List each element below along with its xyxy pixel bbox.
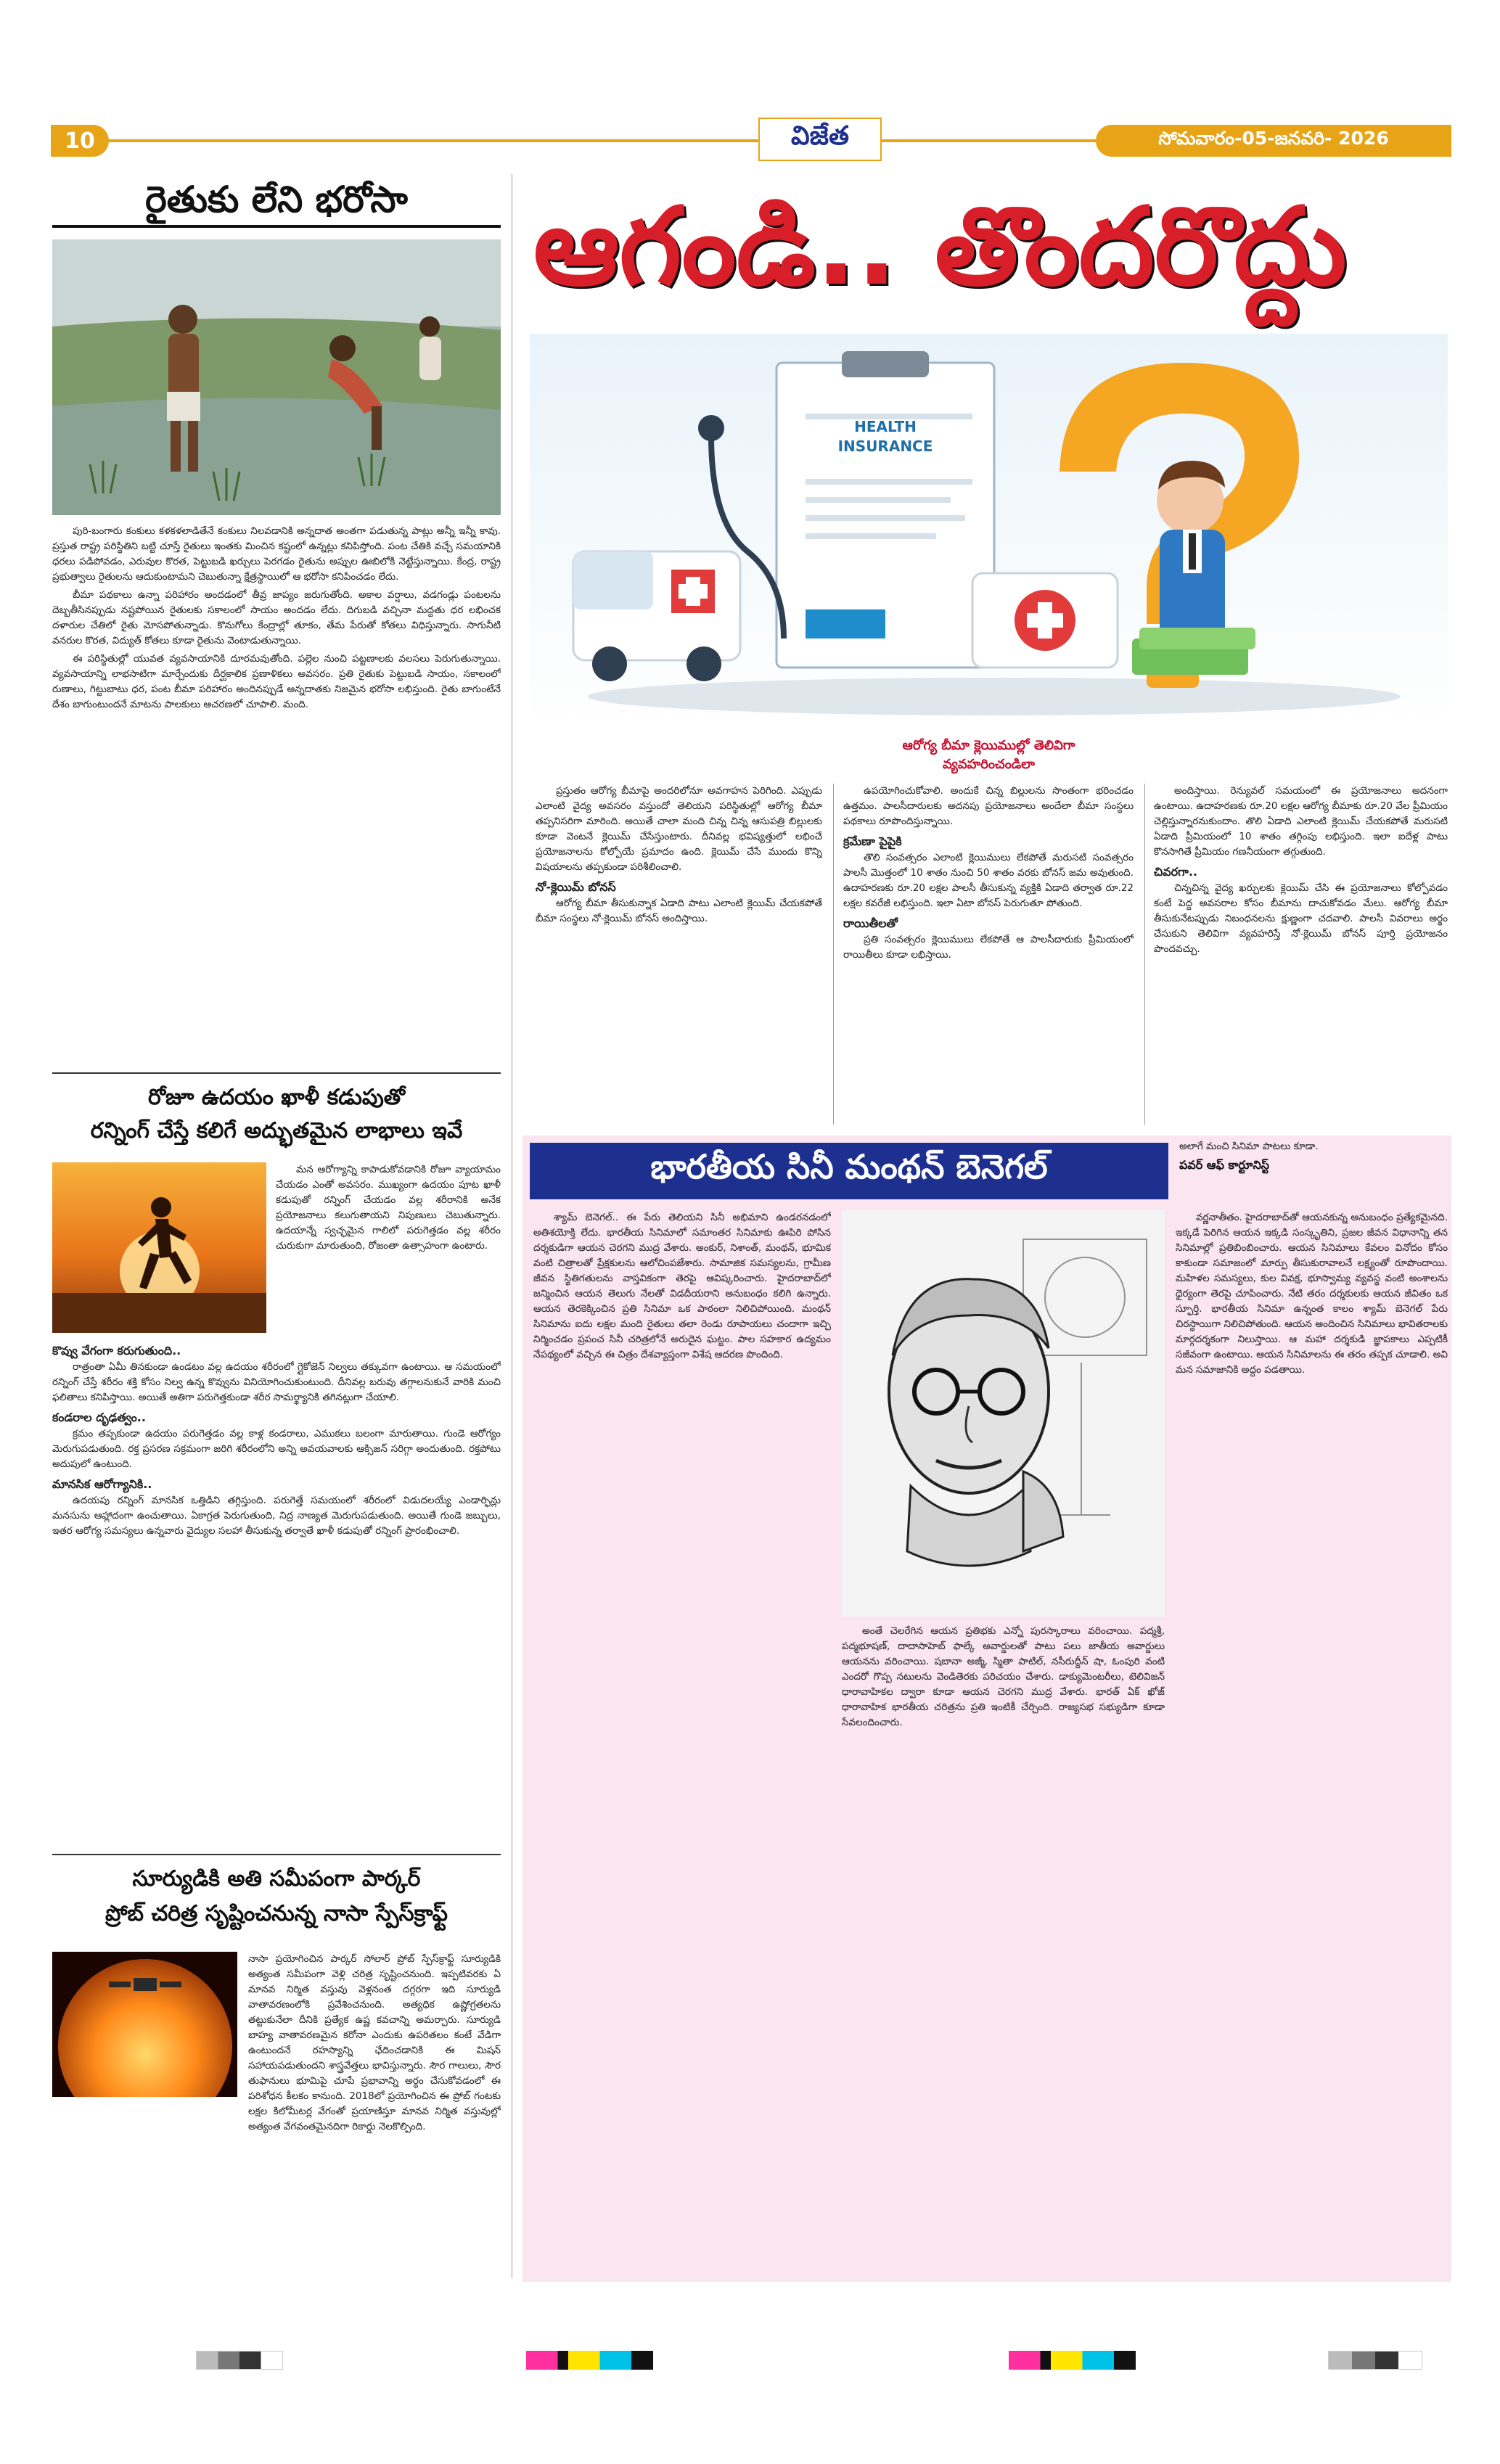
insurance-column-1 xyxy=(536,784,822,1132)
sun-headline-line1: సూర్యుడికి అతి సమీపంగా పార్కర్ xyxy=(132,1866,421,1892)
farmer-paragraph: పురి-బంగారు కంకులు కళకళలాడితేనే కంకులు నిలవడానికి అన్నదాత అంతగా పడుతున్న పాట్లు అన్నీ ఇన్నీ కావు. ప్రస్తుత రాష్ట్ర పరిస్థితిని బట్టి చూస్తే రైతులు ఇంతకు మించిన కష్టంలో ఉన్నట్లు కనిపిస్తోంది. పంట చేతికి వచ్చే సమయానికి ధరలు పడిపోవడం, ఎరువుల కొరత, పెట్టుబడి ఖర్చులు పెరగడం రైతును అప్పుల ఊబిలోకి నెట్టేస్తున్నాయి. కేంద్ర, రాష్ట్ర ప్రభుత్వాలు రైతులను ఆదుకుంటామని చెబుతున్నా క్షేత్రస్థాయిలో ఆ భరోసా కనిపించడం లేదు. xyxy=(52,525,501,583)
insurance-paragraph: ఉపయోగించుకోవాలి. అందుకే చిన్న బిల్లులను సొంతంగా భరించడం ఉత్తమం. పాలసీదారులకు అదనపు ప్రయోజనాలు అందేలా బీమా సంస్థలు పథకాలు రూపొందిస్తున్నాయి. xyxy=(843,785,1134,827)
document-title-line1: HEALTH xyxy=(854,418,917,435)
headline-underline xyxy=(52,225,501,228)
farmer-article-body xyxy=(52,524,501,1064)
insurance-headline-block xyxy=(519,174,1451,327)
column-divider xyxy=(1144,784,1145,1125)
farmer-paragraph: బీమా పథకాలు ఉన్నా పరిహారం అందడంలో తీవ్ర జాప్యం జరుగుతోంది. అకాల వర్షాలు, వడగండ్లు పంటలను దెబ్బతీసినప్పుడు నష్టపోయిన రైతులకు సకాలంలో సాయం అందడం లేదు. దిగుబడి వచ్చినా మద్దతు ధర లభించక దళారుల చేతిలో రైతు మోసపోతున్నాడు. కొనుగోలు కేంద్రాల్లో తూకం, తేమ పేరుతో కోతలు విధిస్తున్నారు. సాగునీటి వనరుల కొరత, విద్యుత్ కోతలు కూడా రైతును వెంటాడుతున్నాయి. xyxy=(52,589,501,646)
farmer-paragraph: ఈ పరిస్థితుల్లో యువత వ్యవసాయానికి దూరమవుతోంది. పల్లెల నుంచి పట్టణాలకు వలసలు పెరుగుతున్నాయి. వ్యవసాయాన్ని లాభసాటిగా మార్చేందుకు దీర్ఘకాలిక ప్రణాళికలు అవసరం. ప్రతి రైతుకు పెట్టుబడి సాయం, సకాలంలో రుణాలు, గిట్టుబాటు ధర, పంట బీమా పరిహారం అందినప్పుడే అన్నదాతకు నిజమైన భరోసా లభిస్తుంది. రైతు బాగుంటేనే దేశం బాగుంటుందనే మాటను పాలకులు ఆచరణలో చూపాలి. మంది. xyxy=(52,653,501,710)
section-divider xyxy=(52,1854,501,1855)
masthead: విజేత xyxy=(791,121,849,151)
date-badge xyxy=(1096,125,1451,157)
document-title-line2: INSURANCE xyxy=(837,438,933,455)
caption-line2: వ్యవహరించండిలా xyxy=(942,757,1035,772)
farmer-headline-block xyxy=(52,174,501,231)
cmyk-swatch xyxy=(1328,2351,1422,2370)
insurance-graphic xyxy=(530,334,1448,729)
benegal-headline: భారతీయ సినీ మంథన్ బెనెగల్ xyxy=(650,1147,1048,1186)
running-headline-line1: రోజూ ఉదయం ఖాళీ కడుపుతో xyxy=(147,1085,406,1110)
running-paragraph: రాత్రంతా ఏమీ తినకుండా ఉండటం వల్ల ఉదయం శరీరంలో గ్లైకోజెన్ నిల్వలు తక్కువగా ఉంటాయి. ఆ సమయంలో రన్నింగ్ చేస్తే శరీరం శక్తి కోసం నిల్వ ఉన్న కొవ్వును వినియోగించుకుంటుంది. దీనివల్ల బరువు తగ్గాలనుకునే వారికి మంచి ఫలితాలు కనిపిస్తాయి. అయితే అతిగా పరుగెత్తకుండా శరీర సామర్థ్యానికి తగినట్లుగా చేయాలి. xyxy=(52,1361,501,1403)
cmyk-swatch xyxy=(526,2351,653,2370)
insurance-headline: ఆగండి.. తొందరొద్దు xyxy=(533,184,1347,309)
insurance-paragraph: అందిస్తాయి. రెన్యువల్ సమయంలో ఈ ప్రయోజనాలు అదనంగా ఉంటాయి. ఉదాహరణకు రూ.20 లక్షల ఆరోగ్య బీమాకు రూ.20 వేల ప్రీమియం చెల్లిస్తున్నారనుకుందాం. తొలి ఏడాది ఎలాంటి క్లెయిమ్ చేయకపోతే మరుసటి ఏడాది ప్రీమియంలో 10 శాతం తగ్గింపు లభిస్తుంది. ఇలా ఐదేళ్ల పాటు కొనసాగితే ప్రీమియం గణనీయంగా తగ్గుతుంది. xyxy=(1154,785,1448,858)
running-headline-block xyxy=(52,1081,501,1154)
benegal-portrait xyxy=(842,1210,1165,1617)
farmer-photo xyxy=(52,239,501,515)
footer-registration-marks xyxy=(0,2351,1500,2394)
benegal-column-3 xyxy=(1176,1210,1448,2273)
caption-line1: ఆరోగ్య బీమా క్లెయిముల్లో తెలివిగా xyxy=(902,738,1075,753)
running-intro-text: మన ఆరోగ్యాన్ని కాపాడుకోవడానికి రోజూ వ్యాయామం చేయడం ఎంతో అవసరం. ముఖ్యంగా ఉదయం పూట ఖాళీ కడుపుతో రన్నింగ్ చేయడం వల్ల శరీరానికి అనేక ప్రయోజనాలు కలుగుతాయని నిపుణులు చెబుతున్నారు. ఉదయాన్నే స్వచ్ఛమైన గాలిలో పరుగెత్తడం వల్ల శరీరం చురుకుగా మారుతుంది, రోజంతా ఉత్సాహంగా ఉంటారు. xyxy=(276,1164,501,1252)
page-number-badge xyxy=(51,125,109,157)
sun-headline-block xyxy=(52,1862,501,1942)
insurance-subheading: నో-క్లెయిమ్ బోనస్ xyxy=(536,880,616,894)
benegal-paragraph: వర్ణనాతీతం. హైదరాబాద్‌తో ఆయనకున్న అనుబంధం ప్రత్యేకమైనది. ఇక్కడే పెరిగిన ఆయన ఇక్కడి సంస్కృతిని, ప్రజల జీవన విధానాన్ని తన సినిమాల్లో ప్రతిబింబించారు. ఆయన సినిమాలు కేవలం వినోదం కోసం కాకుండా సమాజంలో మార్పు తీసుకురావాలనే లక్ష్యంతో రూపొందాయి. మహిళల సమస్యలు, కుల వివక్ష, భూస్వామ్య వ్యవస్థ వంటి అంశాలను ధైర్యంగా తెరపై చూపించారు. నేటి తరం దర్శకులకు ఆయన జీవితం ఒక స్ఫూర్తి. భారతీయ సినిమా ఉన్నంత కాలం శ్యామ్ బెనెగల్ పేరు చిరస్థాయిగా నిలిచిపోతుంది. ఆయన అందించిన సినిమాలు భావితరాలకు మార్గదర్శకంగా నిలుస్తాయి. ఆ మహా దర్శకుడి జ్ఞాపకాలు ఎప్పటికీ సజీవంగా ఉంటాయి. ఆయన సినిమాలను ఈ తరం తప్పక చూడాలి. అవి మన సమాజానికి అద్దం పడతాయి. xyxy=(1176,1212,1448,1376)
insurance-document xyxy=(776,351,994,668)
running-headline-line2: రన్నింగ్ చేస్తే కలిగే అద్భుతమైన లాభాలు ఇవే xyxy=(90,1118,463,1143)
sun-article-body xyxy=(52,1952,501,2271)
running-photo xyxy=(52,1162,266,1333)
insurance-paragraph: ఆరోగ్య బీమా తీసుకున్నాక ఏడాది పాటు ఎలాంటి క్లెయిమ్ చేయకపోతే బీమా సంస్థలు నో-క్లెయిమ్ బోనస్ అందిస్తాయి. xyxy=(536,898,822,924)
running-subheading: కండరాల దృఢత్వం.. xyxy=(52,1410,146,1424)
page-header xyxy=(51,121,1451,157)
running-paragraph: క్రమం తప్పకుండా ఉదయం పరుగెత్తడం వల్ల కాళ్ల కండరాలు, ఎముకలు బలంగా మారుతాయి. గుండె ఆరోగ్యం మెరుగుపడుతుంది. రక్త ప్రసరణ సక్రమంగా జరిగి శరీరంలోని అన్ని అవయవాలకు ఆక్సిజన్ సరిగ్గా అందుతుంది. రక్తపోటు అదుపులో ఉంటుంది. xyxy=(52,1428,501,1470)
farmer-figure-background xyxy=(419,316,441,380)
insurance-paragraph: ప్రస్తుతం ఆరోగ్య బీమాపై అందరిలోనూ అవగాహన పెరిగింది. ఎప్పుడు ఎలాంటి వైద్య అవసరం వస్తుందో తెలియని పరిస్థితుల్లో ఆరోగ్య బీమా తప్పనిసరిగా మారింది. అయితే చాలా మంది చిన్న చిన్న ఆసుపత్రి బిల్లులకు కూడా వెంటనే క్లెయిమ్ చేసేస్తుంటారు. దీనివల్ల భవిష్యత్తులో లభించే ప్రయోజనాలను కోల్పోయే ప్రమాదం ఉంది. క్లెయిమ్ చేసే ముందు కొన్ని విషయాలను తప్పకుండా పరిశీలించాలి. xyxy=(536,785,822,873)
issue-date: సోమవారం-05-జనవరి- 2026 xyxy=(1158,128,1389,149)
worried-man-figure xyxy=(1157,461,1225,646)
running-subheading: కొవ్వు వేగంగా కరుగుతుంది.. xyxy=(52,1344,181,1358)
benegal-paragraph: అంతే చెలరేగిన ఆయన ప్రతిభకు ఎన్నో పురస్కారాలు వరించాయి. పద్మశ్రీ, పద్మభూషణ్, దాదాసాహెబ్ ఫాల్కే అవార్డులతో పాటు పలు జాతీయ అవార్డులు ఆయనను వరించాయి. షబానా అజ్మీ, స్మితా పాటిల్, నసీరుద్దీన్ షా, ఓంపురి వంటి ఎందరో గొప్ప నటులను వెండితెరకు పరిచయం చేశారు. డాక్యుమెంటరీలు, టెలివిజన్ ధారావాహికల ద్వారా కూడా ఆయన చెరగని ముద్ర వేశారు. భారత్ ఏక్ ఖోజ్ ధారావాహిక భారతీయ చరిత్రను ప్రతి ఇంటికీ చేర్చింది. రాజ్యసభ సభ్యుడిగా కూడా సేవలందించారు. xyxy=(842,1625,1165,1728)
benegal-headline-bar xyxy=(530,1143,1168,1199)
sun-paragraph: నాసా ప్రయోగించిన పార్కర్ సోలార్ ప్రోబ్ స్పేస్‌క్రాఫ్ట్ సూర్యుడికి అత్యంత సమీపంగా వెళ్లి చరిత్ర సృష్టించనుంది. ఇప్పటివరకు ఏ మానవ నిర్మిత వస్తువు వెళ్లనంత దగ్గరగా ఇది సూర్యుడి వాతావరణంలోకి ప్రవేశించనుంది. అత్యధిక ఉష్ణోగ్రతలను తట్టుకునేలా దీనికి ప్రత్యేక ఉష్ణ కవచాన్ని అమర్చారు. సూర్యుడి బాహ్య వాతావరణమైన కరోనా ఎందుకు ఉపరితలం కంటే వేడిగా ఉంటుందనే రహస్యాన్ని ఛేదించడానికి ఈ మిషన్ సహాయపడుతుందని శాస్త్రవేత్తలు భావిస్తున్నారు. సౌర గాలులు, సౌర తుఫానులు భూమిపై చూపే ప్రభావాన్ని అర్థం చేసుకోవడంలో ఈ పరిశోధన కీలకం కానుంది. 2018లో ప్రయోగించిన ఈ ప్రోబ్ గంటకు లక్షల కిలోమీటర్ల వేగంతో ప్రయాణిస్తూ మానవ నిర్మిత వస్తువుల్లో అత్యంత వేగవంతమైనదిగా రికార్డు నెలకొల్పింది. xyxy=(248,1953,501,2132)
farmer-headline: రైతుకు లేని భరోసా xyxy=(145,178,408,221)
benegal-sketch-illustration xyxy=(842,1210,1165,1617)
benegal-byline-area xyxy=(1179,1139,1448,1197)
insurance-illustration xyxy=(530,334,1448,729)
sun-headline-line2: ప్రోబ్ చరిత్ర సృష్టించనున్న నాసా స్పేస్‌క్రాఫ్ట్ xyxy=(104,1901,448,1926)
insurance-subheading: క్రమేణా పైపైకి xyxy=(843,834,902,848)
insurance-subheading: రాయితీలతో xyxy=(843,916,898,930)
page-number: 10 xyxy=(65,128,95,154)
masthead-box xyxy=(758,118,882,161)
running-intro xyxy=(276,1162,501,1333)
cmyk-swatch xyxy=(1009,2351,1136,2370)
benegal-paragraph: శ్యామ్ బెనెగల్.. ఈ పేరు తెలియని సినీ అభిమాని ఉండరనడంలో అతిశయోక్తి లేదు. భారతీయ సినిమాలో సమాంతర సినిమాకు ఊపిరి పోసిన దర్శకుడిగా ఆయన చెరగని ముద్ర వేశారు. అంకుర్, నిశాంత్, మంథన్, భూమిక వంటి చిత్రాలతో ప్రేక్షకులను ఆలోచింపజేశారు. సామాజిక సమస్యలను, గ్రామీణ జీవన స్థితిగతులను వాస్తవికంగా తెరపై ఆవిష్కరించారు. హైదరాబాద్‌లో జన్మించిన ఆయన తెలుగు నేలతో విడదీయరాని అనుబంధం కలిగి ఉన్నారు. ఆయన తెరకెక్కించిన ప్రతి సినిమా ఒక పాఠంలా నిలిచిపోయింది. మంథన్ సినిమాను ఐదు లక్షల మంది రైతులు తలా రెండు రూపాయలు చందాగా ఇచ్చి నిర్మించడం ప్రపంచ సినీ చరిత్రలోనే అరుదైన ఘట్టం. పాల సహకార ఉద్యమం నేపథ్యంలో వచ్చిన ఈ చిత్రం దేశవ్యాప్తంగా విశేష ఆదరణ పొందింది. xyxy=(533,1212,831,1360)
running-paragraph: ఉదయపు రన్నింగ్ మానసిక ఒత్తిడిని తగ్గిస్తుంది. పరుగెత్తే సమయంలో శరీరంలో విడుదలయ్యే ఎండార్ఫిన్లు మనసును ఆహ్లాదంగా ఉంచుతాయి. ఏకాగ్రత పెరుగుతుంది, నిద్ర నాణ్యత మెరుగుపడుతుంది. అయితే గుండె జబ్బులు, ఇతర ఆరోగ్య సమస్యలు ఉన్నవారు వైద్యుల సలహా తీసుకున్న తర్వాతే ఖాళీ కడుపుతో రన్నింగ్ ప్రారంభించాలి. xyxy=(52,1495,501,1537)
insurance-column-2 xyxy=(843,784,1134,1132)
benegal-column-2 xyxy=(842,1624,1165,2273)
cmyk-swatch xyxy=(196,2351,283,2370)
insurance-subheading: చివరగా.. xyxy=(1154,865,1198,879)
insurance-paragraph: తొలి సంవత్సరం ఎలాంటి క్లెయిములు లేకపోతే మరుసటి సంవత్సరం పాలసీ మొత్తంలో 10 శాతం నుంచి 50 శాతం వరకు బోనస్ జమ అవుతుంది. ఉదాహరణకు రూ.20 లక్షల పాలసీ తీసుకున్న వ్యక్తికి ఏడాది తర్వాత రూ.22 లక్షల కవరేజీ లభిస్తుంది. ఇలా ఏటా బోనస్ పెరుగుతూ పోతుంది. xyxy=(843,852,1134,909)
medical-kit-icon xyxy=(972,573,1118,668)
director-face-sketch xyxy=(889,1279,1063,1566)
runner-silhouette-illustration xyxy=(52,1162,266,1333)
column-divider xyxy=(833,784,834,1125)
paddy-field-illustration xyxy=(52,239,501,515)
insurance-paragraph: ప్రతి సంవత్సరం క్లెయిములు లేకపోతే ఆ పాలసీదారుకు ప్రీమియంలో రాయితీలు కూడా లభిస్తాయి. xyxy=(843,934,1134,961)
benegal-byline: పవర్ ఆఫ్ కార్టూనిస్ట్ xyxy=(1179,1158,1270,1172)
money-stack-icon xyxy=(1132,628,1255,675)
benegal-lead-text: అలాగే మంచి సినిమా పాటలు కూడా. xyxy=(1179,1141,1319,1152)
insurance-column-3 xyxy=(1154,784,1448,1132)
benegal-column-1 xyxy=(533,1210,831,2273)
running-article-body xyxy=(52,1339,501,1847)
ambulance-icon xyxy=(573,551,740,681)
insurance-paragraph: చిన్నచిన్న వైద్య ఖర్చులకు క్లెయిమ్ చేసి ఈ ప్రయోజనాలు కోల్పోవడం కంటే పెద్ద అవసరాల కోసం బీమాను దాచుకోవడం మేలు. ఆరోగ్య బీమా తీసుకునేటప్పుడు నిబంధనలను క్షుణ్ణంగా చదవాలి. పాలసీ వివరాలు అర్థం చేసుకుని తెలివిగా వ్యవహరిస్తే నో-క్లెయిమ్ బోనస్ పూర్తి ప్రయోజనం పొందవచ్చు. xyxy=(1154,882,1448,955)
insurance-caption xyxy=(530,736,1448,777)
section-divider xyxy=(52,1072,501,1074)
running-subheading: మానసిక ఆరోగ్యానికి.. xyxy=(52,1477,152,1491)
